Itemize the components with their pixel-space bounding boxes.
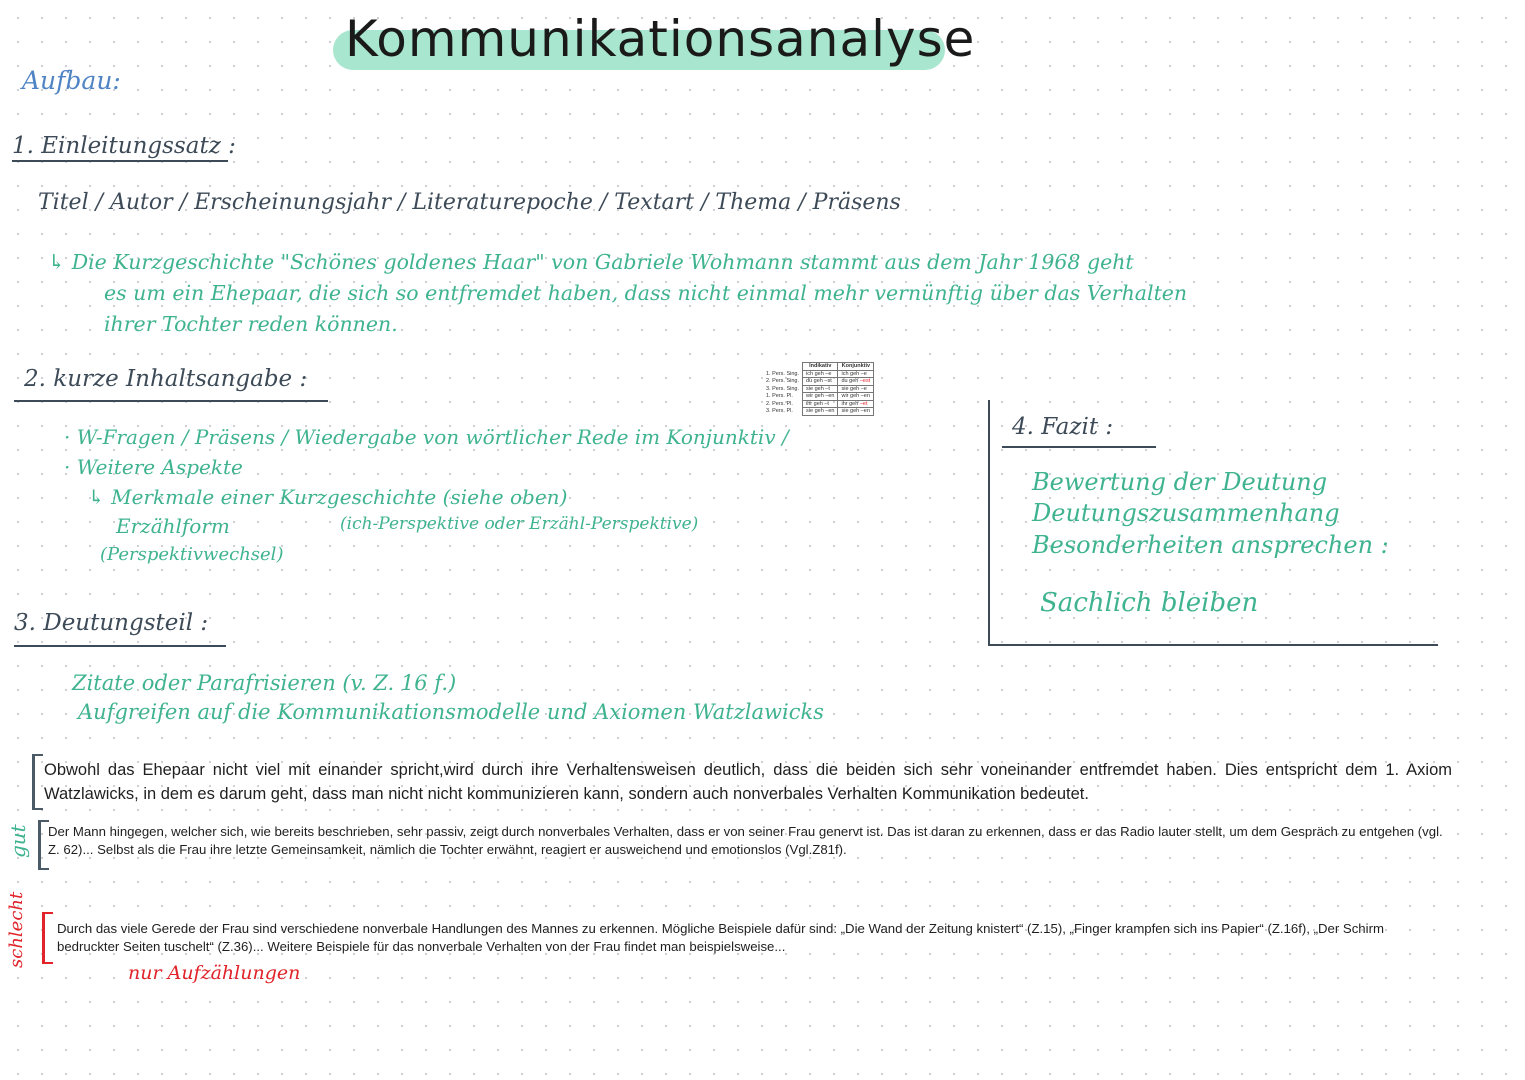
bad-note: nur Aufzählungen — [128, 962, 301, 984]
section3-underline — [14, 645, 226, 647]
conj-person: 1. Pers. Pl. — [766, 393, 793, 399]
section4-line2: Deutungszusammenhang — [1032, 499, 1340, 527]
conj-row — [763, 393, 874, 401]
conj-indikativ: wir geh –en — [803, 393, 838, 401]
conj-konjunktiv-stem: sie geh –e — [841, 385, 867, 392]
conj-indikativ: sie geh –en — [803, 408, 838, 416]
conj-konjunktiv — [838, 400, 874, 408]
conj-konjunktiv-stem: sie geh –en — [841, 408, 870, 414]
section2-line4: Erzählform — [116, 514, 230, 538]
conj-indikativ: ich geh –e — [803, 370, 838, 378]
conj-konjunktiv-stem: du geh — [841, 378, 860, 384]
example-paragraph-1: Obwohl das Ehepaar nicht viel mit einander spricht,wird durch ihre Verhaltensweisen deutlich, dass die beiden sich sehr voneinander entfremdet haben. Dies entspricht dem 1. Axiom Watzlawicks, in dem es darum geht, dass man nicht nicht kommunizieren kann, sondern auch nonverbales Verhalten Kommunikation bedeutet. — [44, 761, 1452, 803]
conj-konjunktiv — [838, 408, 874, 416]
conj-indikativ: ihr geh –t — [803, 400, 838, 408]
conj-header-empty — [763, 363, 803, 371]
section2-heading: 2. kurze Inhaltsangabe : — [24, 366, 308, 392]
bad-label: schlecht — [6, 891, 27, 968]
conj-konjunktiv — [838, 370, 874, 378]
good-label: gut — [6, 824, 30, 858]
section1-example-line3: ihrer Tochter reden können. — [104, 312, 398, 336]
conj-person: 3. Pers. Sing. — [766, 385, 800, 392]
conj-konjunktiv-stem: ihr geh — [841, 400, 860, 407]
conj-konjunktiv-ending: –et — [859, 400, 868, 407]
conj-person: 1. Pers. Sing. — [766, 370, 800, 377]
section4-line3: Besonderheiten ansprechen : — [1032, 531, 1389, 559]
example-paragraph-3: Durch das viele Gerede der Frau sind verschiedene nonverbale Handlungen des Mannes zu erkennen. Mögliche Beispiele dafür sind: „Die Wand der Zeitung knistert“ (Z.15), „Finger krampfen sich ins Papier“ (Z.16f), „Der Schirm bedruckter Seiten tuschelt“ (Z.36)... Weitere Beispiele für das nonverbale Verhalten von der Frau findet man beispielsweise... — [57, 921, 1384, 954]
conj-konjunktiv — [838, 385, 874, 393]
conj-row — [763, 370, 874, 378]
conj-header-konjunktiv: Konjunktiv — [838, 363, 874, 371]
section4-line1: Bewertung der Deutung — [1032, 468, 1328, 496]
conj-row — [763, 408, 874, 416]
section2-line2: · Weitere Aspekte — [64, 455, 243, 479]
section2-underline — [14, 400, 328, 402]
conj-konjunktiv — [838, 378, 874, 386]
conj-row — [763, 400, 874, 408]
section2-line1: · W-Fragen / Präsens / Wiedergabe von wörtlicher Rede im Konjunktiv / — [64, 425, 789, 449]
section4-line4: Sachlich bleiben — [1040, 588, 1259, 618]
section2-line3: ↳ Merkmale einer Kurzgeschichte (siehe oben) — [88, 485, 568, 509]
section1-elements: Titel / Autor / Erscheinungsjahr / Literaturepoche / Textart / Thema / Präsens — [38, 190, 901, 215]
section3-line2: Aufgreifen auf die Kommunikationsmodelle und Axiomen Watzlawicks — [78, 700, 824, 724]
section1-heading: 1. Einleitungssatz : — [12, 133, 236, 159]
aufbau-label: Aufbau: — [22, 66, 121, 95]
conj-row — [763, 378, 874, 386]
conj-indikativ: sie geh –t — [803, 385, 838, 393]
conj-person: 2. Pers. Pl. — [766, 400, 793, 407]
good-bracket-1 — [32, 754, 43, 810]
conj-person: 2. Pers. Sing. — [766, 378, 800, 384]
bad-bracket — [42, 912, 53, 964]
conj-row — [763, 385, 874, 393]
section1-example-line2: es um ein Ehepaar, die sich so entfremdet haben, dass nicht einmal mehr vernünftig über das Verhalten — [104, 281, 1188, 305]
section1-example-line1: ↳ Die Kurzgeschichte "Schönes goldenes Haar" von Gabriele Wohmann stammt aus dem Jahr 1968 geht — [48, 250, 1134, 274]
conj-konjunktiv-stem: wir geh –en — [841, 393, 870, 399]
conj-header-indikativ: Indikativ — [803, 363, 838, 371]
section2-line4b: (ich-Perspektive oder Erzähl-Perspektive) — [340, 514, 699, 534]
section3-heading: 3. Deutungsteil : — [14, 610, 209, 636]
conj-konjunktiv-stem: ich geh –e — [841, 370, 867, 377]
conj-indikativ: du geh –st — [803, 378, 838, 386]
section4-heading: 4. Fazit : — [1012, 414, 1114, 440]
section4-underline — [1002, 446, 1156, 448]
page-title: Kommunikationsanalyse — [345, 10, 976, 68]
example-paragraph-2: Der Mann hingegen, welcher sich, wie bereits beschrieben, sehr passiv, zeigt durch nonverbales Verhalten, dass er von seiner Frau genervt ist. Das ist daran zu erkennen, dass er das Radio lauter stellt, um dem Gespräch zu entgehen (vgl. Z. 62)... Selbst als die Frau ihre letzte Gemeinsamkeit, nämlich die Tochter erwähnt, reagiert er ausweichend und emotionslos (Vgl.Z81f). — [48, 824, 1443, 857]
section2-line5: (Perspektivwechsel) — [100, 544, 284, 565]
conjugation-table — [763, 362, 874, 416]
section1-underline — [12, 160, 228, 162]
conj-konjunktiv — [838, 393, 874, 401]
section3-line1: Zitate oder Parafrisieren (v. Z. 16 f.) — [72, 671, 457, 695]
conj-person: 3. Pers. Pl. — [766, 408, 793, 414]
conj-konjunktiv-ending: –est — [859, 378, 871, 384]
